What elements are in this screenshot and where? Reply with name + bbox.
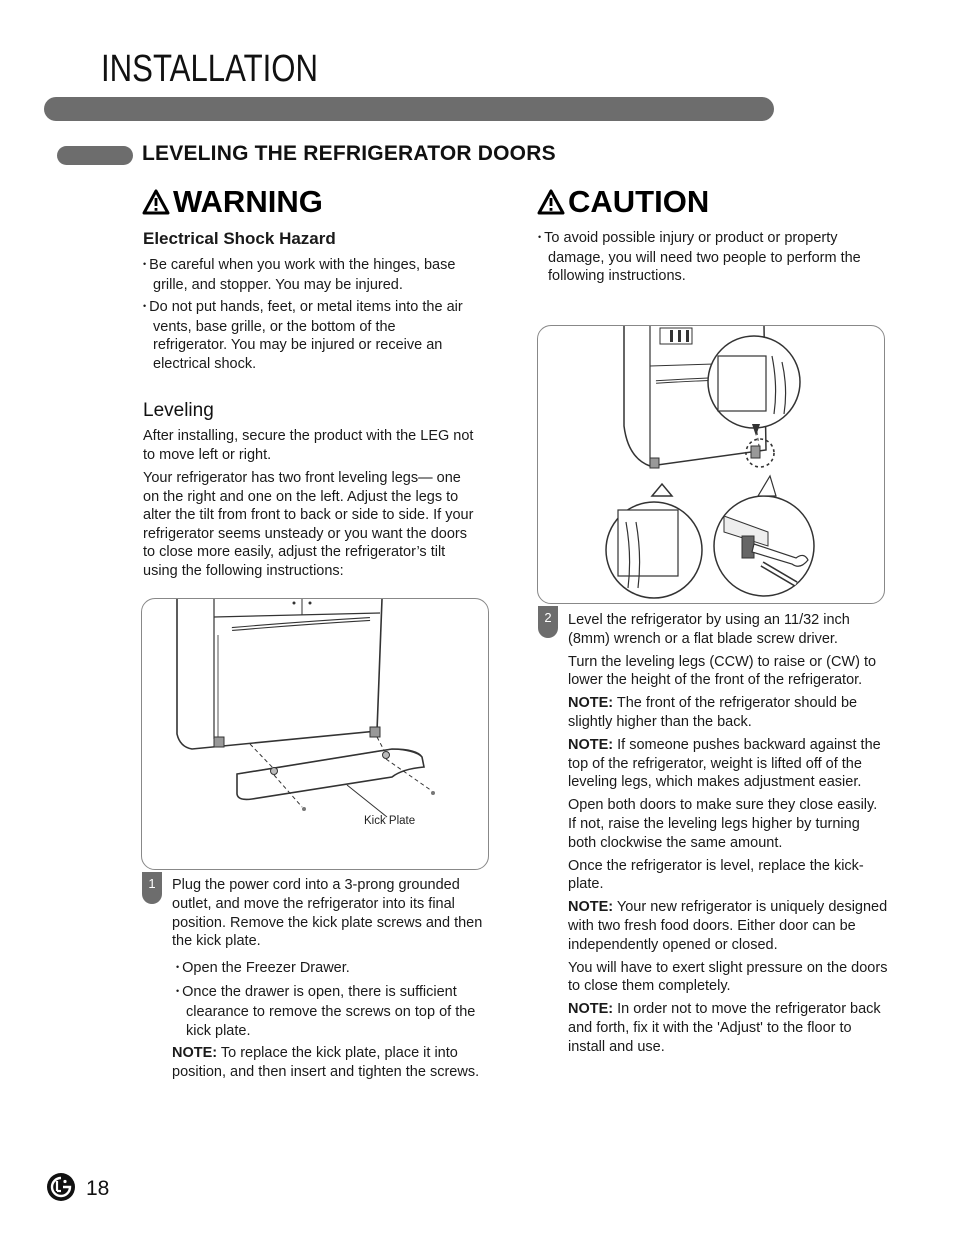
warning-label: WARNING [173, 184, 323, 219]
warning-heading [142, 184, 323, 220]
step-2-text: You will have to exert slight pressure on the doors to close them completely. [568, 959, 888, 995]
leveling-leg-figure [537, 325, 885, 604]
section-title: LEVELING THE REFRIGERATOR DOORS [142, 142, 556, 165]
caution-bullets [538, 229, 888, 286]
warning-bullets [143, 256, 473, 374]
leveling-leg-illustration [538, 326, 884, 603]
step-1-text: Plug the power cord into a 3-prong grounded outlet, and move the refrigerator into its final position. Remove the kick plate screws and then the kick plate. [172, 877, 483, 950]
warning-icon [142, 189, 170, 215]
step-1-content [172, 876, 484, 1086]
step-2-text: Once the refrigerator is level, replace the kick-plate. [568, 857, 864, 893]
note-text: If someone pushes backward against the top of the refrigerator, weight is lifted off of the leveling legs, which makes adjustment easier. [568, 736, 881, 791]
page-number: 18 [86, 1177, 110, 1200]
leveling-paragraph: Your refrigerator has two front leveling legs— one on the right and one on the left. Adjust the legs to alter the tilt from front to back or side to side. If your refrigerator seems unsteady or you want the doors to close more easily, adjust the refrigerator’s tilt using the following instructions: [143, 470, 474, 579]
lg-logo-icon [46, 1172, 76, 1202]
warning-bullet: • Do not put hands, feet, or metal items into the air vents, base grille, or the bottom of the refrigerator. You may be injured or receive an electrical shock. [143, 298, 473, 373]
note-label: NOTE: [568, 695, 614, 712]
kick-plate-callout: Kick Plate [364, 815, 416, 827]
header-bar [44, 97, 774, 121]
step-2-content [568, 611, 888, 1061]
step-number-2: 2 [538, 606, 558, 638]
caution-heading [537, 184, 709, 220]
leveling-paragraph: After installing, secure the product with the LEG not to move left or right. [143, 428, 474, 463]
note-text: Your new refrigerator is uniquely designed with two fresh food doors. Either door can be independently opened or closed. [568, 899, 888, 953]
warning-bullet: • Be careful when you work with the hinges, base grille, and stopper. You may be injured. [143, 256, 473, 294]
kick-plate-illustration [142, 599, 488, 869]
note-label: NOTE: [568, 899, 614, 916]
note-text: In order not to move the refrigerator back and forth, fix it with the 'Adjust' to the floor to install and use. [568, 1001, 881, 1055]
note-text: To replace the kick plate, place it into position, and then insert and tighten the screws. [172, 1045, 480, 1081]
caution-label: CAUTION [568, 184, 710, 219]
note-label: NOTE: [568, 736, 614, 753]
page-title: INSTALLATION [101, 48, 319, 90]
caution-bullet: • To avoid possible injury or product or property damage, you will need two people to perform the following instructions. [538, 229, 888, 286]
kick-plate-figure [141, 598, 489, 870]
step-1-bullet: • Once the drawer is open, there is sufficient clearance to remove the screws on top of the kick plate. [176, 983, 484, 1040]
note-label: NOTE: [172, 1045, 218, 1062]
step-2-text: Turn the leveling legs (CCW) to raise or (CW) to lower the height of the front of the refrigerator. [568, 653, 877, 689]
warning-subhead: Electrical Shock Hazard [143, 229, 336, 248]
note-text: The front of the refrigerator should be slightly higher than the back. [568, 695, 858, 730]
section-marker [57, 146, 133, 165]
note-label: NOTE: [568, 1001, 614, 1018]
step-1-bullet: • Open the Freezer Drawer. [176, 959, 484, 979]
caution-icon [537, 189, 565, 215]
step-2-text: Level the refrigerator by using an 11/32 inch (8mm) wrench or a flat blade screw driver. [568, 612, 850, 647]
step-2-text: Open both doors to make sure they close easily. If not, raise the leveling legs higher by turning both clockwise the same amount. [568, 797, 878, 851]
step-number-1: 1 [142, 872, 162, 904]
leveling-heading: Leveling [143, 400, 214, 421]
